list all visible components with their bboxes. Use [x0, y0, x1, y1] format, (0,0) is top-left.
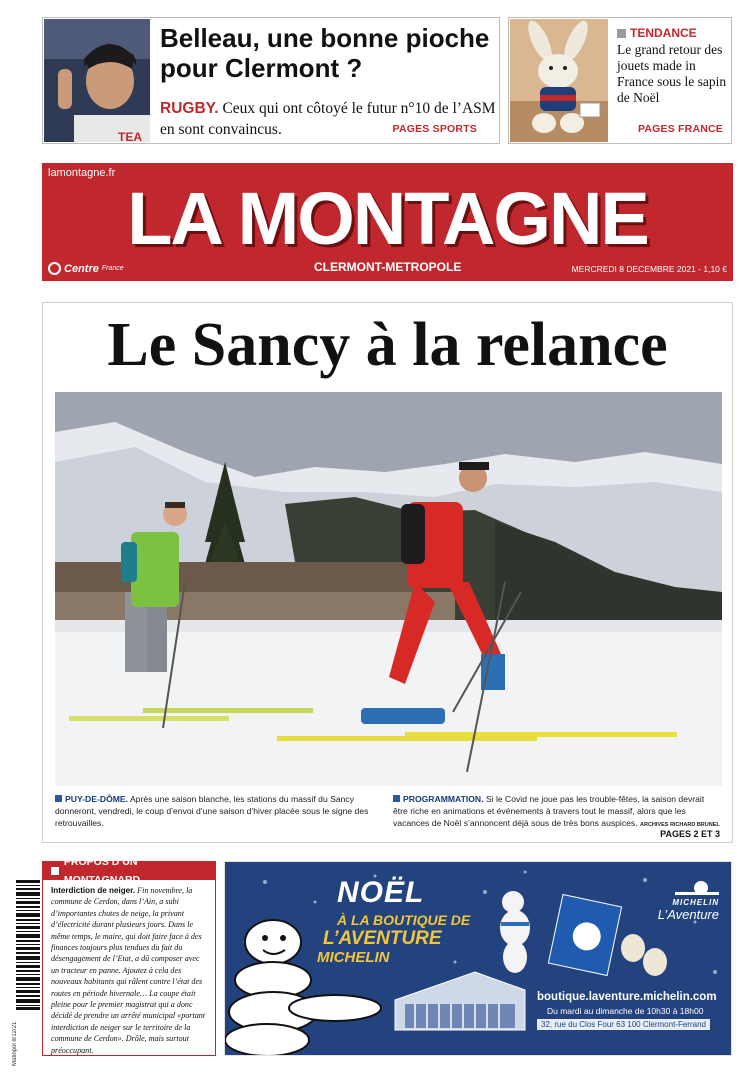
- advert-hours: Du mardi au dimanche de 10h30 à 18h00: [547, 1006, 704, 1016]
- barcode: [16, 880, 40, 1010]
- main-story: [42, 302, 733, 843]
- photo-credit: ARCHIVES RICHARD BRUNEL: [640, 822, 720, 828]
- advert-brand-small: MICHELIN: [672, 898, 719, 907]
- advert-title: NOËL: [337, 876, 425, 909]
- advert-line-1: À LA BOUTIQUE DE: [337, 912, 471, 928]
- group-name: Centre: [64, 262, 99, 275]
- square-bullet-icon: [55, 795, 62, 802]
- date-price: MERCREDI 8 DECEMBRE 2021 - 1,10 €: [571, 264, 727, 274]
- rugby-player-photo: [44, 19, 150, 142]
- caption-right-kicker: PROGRAMMATION.: [403, 794, 484, 804]
- teaser-rugby-kicker: RUGBY.: [160, 100, 219, 117]
- caption-left: [55, 793, 383, 829]
- main-headline[interactable]: Le Sancy à la relance: [107, 311, 668, 379]
- teaser-rugby-body: Ceux qui ont côtoyé le futur n°10 de l’ASM en sont convaincus.: [160, 100, 496, 138]
- caption-right-text: Si le Covid ne joue pas les trouble-fêtes, la saison devrait être riche en animations et événements à travers tout le massif, alors que les vacances de Noël s’annoncent déjà sous de très bons auspices.: [393, 794, 705, 828]
- caption-left-kicker: PUY-DE-DÔME.: [65, 794, 129, 804]
- advert-address: 32, rue du Clos Four 63 100 Clermont-Ferrand: [537, 1019, 710, 1030]
- main-story-pages[interactable]: PAGES 2 ET 3: [660, 829, 720, 839]
- advert-line-2: L’AVENTURE: [323, 928, 442, 949]
- masthead: [42, 163, 733, 281]
- teaser-tendance-pages[interactable]: PAGES FRANCE: [637, 123, 723, 135]
- centre-france-logo: [48, 262, 124, 275]
- group-name-small: France: [101, 265, 124, 272]
- svg-text:TEA: TEA: [118, 130, 142, 142]
- teaser-rugby-pages[interactable]: PAGES SPORTS: [392, 123, 477, 135]
- column-header-label: PROPOS D’UN MONTAGNARD: [63, 856, 141, 886]
- column-header: [43, 856, 215, 886]
- column-propos: [42, 856, 216, 1056]
- site-url[interactable]: lamontagne.fr: [48, 167, 116, 179]
- column-lead: Interdiction de neiger.: [51, 886, 136, 895]
- teaser-rugby[interactable]: [42, 17, 500, 144]
- edition-name: CLERMONT-METROPOLE: [314, 260, 462, 274]
- advert-brand: [658, 898, 719, 922]
- barcode-text: Matinpol 8/12/21: [12, 1021, 18, 1066]
- column-body: [43, 880, 215, 1056]
- column-text: Fin novembre, la commune de Cerdon, dans l’Ain, a subi d’importantes chutes de neige, la privant d’électricité durant plusieurs jours. Dans le même temps, le maire, qui doit faire face à des finances toujours plus tendues du fait du désengagement de l’Etat, a dû composer avec un tracteur en panne. Ajoutez à cela des nouveaux habitants qui râlent contre l’état des routes en période hivernale… La coupe était pleine pour le premier magistrat qui a donc décidé de prendre un arrêté municipal «portant interdiction de neiger sur le territoire de la commune de Cerdon». Drôle, mais surtout préoccupant.: [51, 886, 206, 1055]
- square-bullet-icon: [617, 29, 626, 38]
- teaser-tendance-text[interactable]: Le grand retour des jouets made in France sous le sapin de Noël: [617, 42, 727, 105]
- ski-touring-photo: [55, 392, 722, 786]
- advert-brand-name: L’Aventure: [657, 907, 719, 922]
- square-bullet-icon: [51, 867, 59, 875]
- teaser-rugby-title[interactable]: Belleau, une bonne pioche pour Clermont ?: [160, 23, 490, 83]
- newspaper-title: LA MONTAGNE: [127, 177, 648, 260]
- teaser-tendance-kicker: [617, 26, 697, 40]
- caption-right: [393, 793, 721, 831]
- advert-line-3: MICHELIN: [317, 949, 390, 966]
- michelin-advert[interactable]: [224, 861, 732, 1056]
- teaser-tendance[interactable]: [508, 17, 732, 144]
- centre-france-icon: [48, 262, 61, 275]
- square-bullet-icon: [393, 795, 400, 802]
- toy-rabbit-photo: [510, 19, 608, 142]
- advert-url[interactable]: boutique.laventure.michelin.com: [537, 991, 717, 1003]
- teaser-tendance-kicker-label: TENDANCE: [630, 26, 697, 40]
- caption-left-text: Après une saison blanche, les stations du massif du Sancy donneront, vendredi, le coup d’envoi d’une saison d’hiver placée sous le signe des retrouvailles.: [55, 794, 369, 828]
